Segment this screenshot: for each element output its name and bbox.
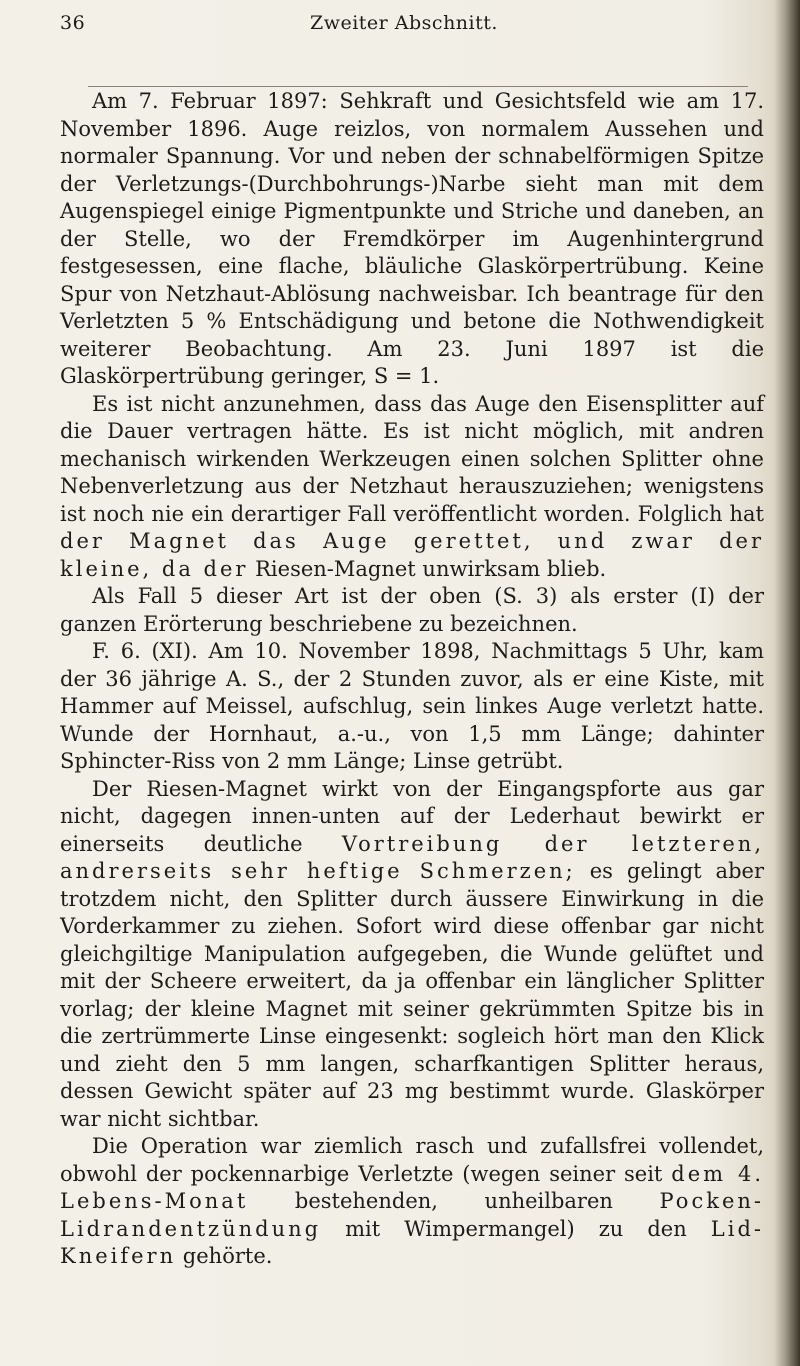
text-segment: Der Riesen-Magnet wirkt von der Eingangspforte aus gar nicht, dagegen innen-unten auf der Lederhaut bewirkt er einerseits deutliche xyxy=(60,776,764,856)
text-segment: Entschädigung und betone die Nothwendigkeit weiterer Beobachtung. Am 23. Juni 1897 ist die Glaskörpertrübung geringer, S = 1. xyxy=(60,309,764,388)
running-head: Zweiter Abschnitt. xyxy=(310,12,498,34)
book-binding-shadow xyxy=(774,0,800,1366)
paragraph xyxy=(60,391,764,584)
text-segment: Als Fall 5 dieser Art ist der oben (S. 3) als erster (I) der ganzen Erörterung beschriebene zu bezeichnen. xyxy=(60,584,764,636)
page-number: 36 xyxy=(60,12,86,34)
text-segment: Am 7. Februar 1897: Sehkraft und Gesichtsfeld wie am 17. November 1896. Auge reizlos, von normalem Aussehen und normaler Spannung. Vor und neben der schnabelförmigen Spitze der Verletzungs-(Durchbohrungs-)Narbe sieht man mit dem Augenspiegel einige Pigmentpunkte und Striche und daneben, an der Stelle, wo der Fremdkörper im Augenhintergrund festgesessen, eine flache, bläuliche Glaskörpertrübung. Keine Spur von Netzhaut-Ablösung nachweisbar. Ich beantrage für den Verletzten 5 % xyxy=(60,89,764,333)
text-segment: Riesen-Magnet unwirksam blieb. xyxy=(248,556,607,581)
paragraph xyxy=(60,1133,764,1271)
spaced-emphasis: der Magnet das Auge gerettet, und zwar der kleine, da der xyxy=(60,529,764,581)
paragraph xyxy=(60,776,764,1134)
paragraph xyxy=(60,638,764,776)
header-rule xyxy=(88,86,748,87)
page-header xyxy=(60,12,760,42)
spaced-emphasis: Vortreibung der letzteren, andrerseits sehr heftige Schmerzen; xyxy=(60,831,764,883)
text-segment: gehörte. xyxy=(176,1244,273,1268)
paragraph xyxy=(60,583,764,638)
body-text xyxy=(60,88,764,1271)
spaced-emphasis: Lid-Kneifern xyxy=(60,1216,764,1268)
text-segment: bestehenden, unheilbaren xyxy=(248,1189,660,1213)
paragraph xyxy=(60,88,764,391)
text-segment: es gelingt aber trotzdem nicht, den Splitter durch äussere Einwirkung in die Vorderkammer zu ziehen. Sofort wird diese offenbar gar nicht gleichgiltige Manipulation aufgegeben, die Wunde gelüftet und mit der Scheere erweitert, da ja offenbar ein länglicher Splitter vorlag; der kleine Magnet mit seiner gekrümmten Spitze bis in die zertrümmerte Linse eingesenkt: sogleich hört man den Klick und zieht den 5 mm langen, scharfkantigen Splitter heraus, dessen Gewicht später auf 23 mg bestimmt wurde. Glaskörper war nicht sichtbar. xyxy=(60,859,764,1131)
text-segment: Die Operation war ziemlich rasch und zufallsfrei vollendet, obwohl der pockennarbige Verletzte (wegen seiner seit xyxy=(60,1134,764,1186)
text-segment: F. 6. (XI). Am 10. November 1898, Nachmittags 5 Uhr, kam der 36 jährige A. S., der 2 Stunden zuvor, als er eine Kiste, mit Hammer auf Meissel, aufschlug, sein linkes Auge verletzt hatte. Wunde der Hornhaut, a.-u., von 1,5 mm Länge; dahinter Sphincter-Riss von 2 mm Länge; Linse getrübt. xyxy=(60,639,764,773)
spaced-emphasis: Pocken-Lidrandentzündung xyxy=(60,1189,764,1241)
spaced-emphasis: dem 4. Lebens-Monat xyxy=(60,1161,765,1213)
text-segment: Es ist nicht anzunehmen, dass das Auge den Eisensplitter auf die Dauer vertragen hätte. Es ist nicht möglich, mit andren mechanisch wirkenden Werkzeugen einen solchen Splitter ohne Nebenverletzung aus der Netzhaut herauszuziehen; wenigstens ist noch nie ein derartiger Fall veröffentlicht worden. Folglich hat xyxy=(60,391,764,526)
text-segment: mit Wimpermangel) zu den xyxy=(321,1216,711,1241)
